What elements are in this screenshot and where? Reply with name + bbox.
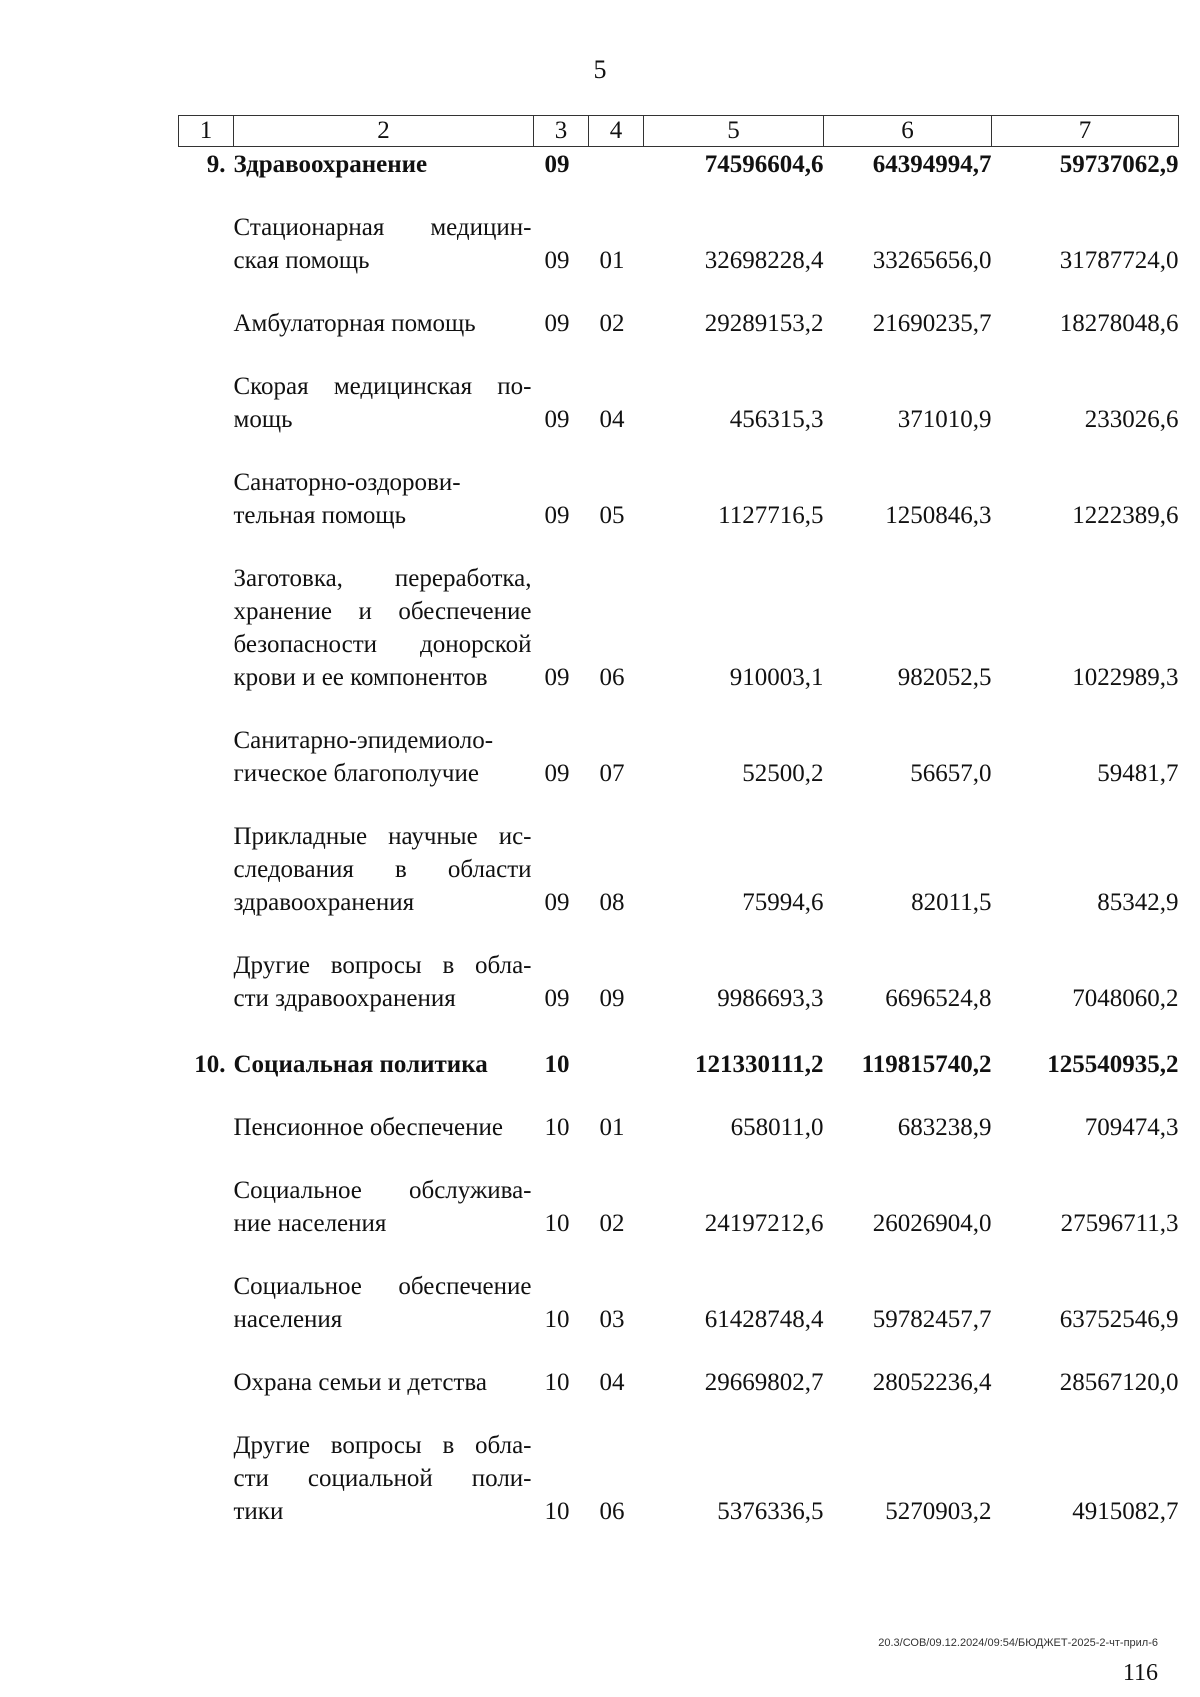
- row-code: 10: [544, 1498, 570, 1525]
- header-col-3: 3: [534, 116, 589, 147]
- row-name-line: гическое благополучие: [233, 760, 479, 787]
- row-value-col6: 56657,0: [910, 760, 992, 787]
- section-name: Здравоохранение: [233, 151, 428, 178]
- row-name: [234, 340, 534, 436]
- row-index: [179, 1336, 234, 1399]
- row-value-col6: 59782457,7: [872, 1306, 992, 1333]
- section-name: Социальная политика: [233, 1051, 488, 1078]
- section-value-col6: 119815740,2: [861, 1051, 992, 1078]
- header-col-7: 7: [992, 116, 1179, 147]
- row-name-line: Амбулаторная помощь: [233, 310, 476, 337]
- row-name-line: Охрана семьи и детства: [233, 1369, 487, 1396]
- row-value-col6: 1250846,3: [885, 502, 992, 529]
- row-index: [179, 1081, 234, 1144]
- row-name: [234, 694, 534, 790]
- row-name-line: Пенсионное обеспечение: [233, 1114, 503, 1141]
- row-value-col5: 910003,1: [729, 664, 824, 691]
- section-value-col5: 74596604,6: [704, 151, 824, 178]
- row-value-col6: 6696524,8: [885, 985, 992, 1012]
- row-value-col6: 21690235,7: [872, 310, 992, 337]
- row-value-col7: 28567120,0: [1059, 1369, 1179, 1396]
- section-row: [179, 1015, 1179, 1081]
- row-value-col5: 29669802,7: [704, 1369, 824, 1396]
- row-name-line: безопасности донорской: [233, 631, 532, 658]
- row-index: [179, 790, 234, 919]
- row-value-col7: 4915082,7: [1072, 1498, 1179, 1525]
- table-row: [179, 1399, 1179, 1528]
- row-value-col6: 683238,9: [897, 1114, 992, 1141]
- row-value-col5: 75994,6: [742, 889, 824, 916]
- row-name: [234, 532, 534, 694]
- row-code: 09: [544, 406, 570, 433]
- row-value-col5: 61428748,4: [704, 1306, 824, 1333]
- row-name-line: тельная помощь: [233, 502, 406, 529]
- section-index: 9.: [206, 151, 226, 178]
- section-value-col6: 64394994,7: [872, 151, 992, 178]
- row-subcode: 02: [599, 310, 625, 337]
- row-value-col6: 82011,5: [911, 889, 992, 916]
- table-row: [179, 790, 1179, 919]
- section-subcode: [589, 1015, 644, 1081]
- row-subcode: 04: [599, 1369, 625, 1396]
- row-name-line: ская помощь: [233, 247, 370, 274]
- section-index: 10.: [194, 1051, 226, 1078]
- row-subcode: 09: [599, 985, 625, 1012]
- row-index: [179, 1144, 234, 1240]
- header-row: [179, 116, 1179, 147]
- table-row: [179, 436, 1179, 532]
- table-row: [179, 1081, 1179, 1144]
- row-name: [234, 1144, 534, 1240]
- row-code: 10: [544, 1210, 570, 1237]
- row-subcode: 04: [599, 406, 625, 433]
- row-index: [179, 340, 234, 436]
- row-name-line: следования в области: [233, 856, 532, 883]
- row-code: 09: [544, 247, 570, 274]
- row-subcode: 05: [599, 502, 625, 529]
- row-value-col7: 63752546,9: [1059, 1306, 1179, 1333]
- row-index: [179, 181, 234, 277]
- row-value-col5: 24197212,6: [704, 1210, 824, 1237]
- row-name: [234, 919, 534, 1015]
- row-value-col6: 33265656,0: [872, 247, 992, 274]
- header-col-5: 5: [644, 116, 824, 147]
- row-subcode: 08: [599, 889, 625, 916]
- row-index: [179, 532, 234, 694]
- row-subcode: 06: [599, 664, 625, 691]
- row-value-col5: 9986693,3: [717, 985, 824, 1012]
- document-stamp: 20.3/СОВ/09.12.2024/09:54/БЮДЖЕТ-2025-2-чт-прил-6: [878, 1637, 1158, 1649]
- row-code: 09: [544, 664, 570, 691]
- table-row: [179, 181, 1179, 277]
- row-subcode: 01: [599, 1114, 625, 1141]
- row-subcode: 07: [599, 760, 625, 787]
- table-body: [179, 147, 1179, 1529]
- row-name-line: ние населения: [233, 1210, 387, 1237]
- row-value-col5: 5376336,5: [717, 1498, 824, 1525]
- row-index: [179, 436, 234, 532]
- row-name-line: населения: [233, 1306, 343, 1333]
- row-index: [179, 277, 234, 340]
- row-value-col5: 658011,0: [730, 1114, 824, 1141]
- row-code: 09: [544, 889, 570, 916]
- row-value-col7: 1022989,3: [1072, 664, 1179, 691]
- table-row: [179, 532, 1179, 694]
- row-subcode: 02: [599, 1210, 625, 1237]
- section-subcode: [589, 147, 644, 182]
- row-code: 10: [544, 1369, 570, 1396]
- row-name-line: Санитарно-эпидемиоло-: [233, 727, 494, 754]
- row-name: [234, 277, 534, 340]
- row-name-line: здравоохранения: [233, 889, 415, 916]
- row-index: [179, 1240, 234, 1336]
- table-row: [179, 340, 1179, 436]
- row-index: [179, 1399, 234, 1528]
- row-name-line: Другие вопросы в обла-: [233, 952, 532, 979]
- row-subcode: 06: [599, 1498, 625, 1525]
- row-code: 09: [544, 760, 570, 787]
- row-name-line: Санаторно-оздорови-: [233, 469, 461, 496]
- row-value-col6: 26026904,0: [872, 1210, 992, 1237]
- row-value-col5: 52500,2: [742, 760, 824, 787]
- row-value-col6: 371010,9: [897, 406, 992, 433]
- section-value-col7: 125540935,2: [1047, 1051, 1179, 1078]
- section-value-col7: 59737062,9: [1059, 151, 1179, 178]
- row-subcode: 03: [599, 1306, 625, 1333]
- row-name: [234, 1399, 534, 1528]
- row-value-col6: 982052,5: [897, 664, 992, 691]
- row-name-line: Заготовка, переработка,: [233, 565, 532, 592]
- table-row: [179, 919, 1179, 1015]
- row-index: [179, 919, 234, 1015]
- row-name: [234, 1336, 534, 1399]
- table-row: [179, 277, 1179, 340]
- row-value-col7: 233026,6: [1084, 406, 1179, 433]
- row-code: 09: [544, 310, 570, 337]
- row-name: [234, 1240, 534, 1336]
- row-name-line: тики: [233, 1498, 284, 1525]
- row-name: [234, 1081, 534, 1144]
- row-code: 09: [544, 502, 570, 529]
- row-name-line: хранение и обеспечение: [233, 598, 532, 625]
- row-index: [179, 694, 234, 790]
- row-name-line: Скорая медицинская по-: [233, 373, 532, 400]
- row-value-col5: 1127716,5: [718, 502, 824, 529]
- section-code: 09: [544, 151, 570, 178]
- row-value-col5: 456315,3: [729, 406, 824, 433]
- row-value-col6: 5270903,2: [885, 1498, 992, 1525]
- row-value-col7: 85342,9: [1097, 889, 1179, 916]
- table-row: [179, 1240, 1179, 1336]
- row-name-line: сти социальной поли-: [233, 1465, 532, 1492]
- row-value-col7: 27596711,3: [1060, 1210, 1179, 1237]
- budget-table: [178, 115, 1179, 1528]
- row-name: [234, 436, 534, 532]
- row-value-col7: 59481,7: [1097, 760, 1179, 787]
- row-subcode: 01: [599, 247, 625, 274]
- row-name-line: Другие вопросы в обла-: [233, 1432, 532, 1459]
- row-value-col7: 18278048,6: [1059, 310, 1179, 337]
- row-name-line: Прикладные научные ис-: [233, 823, 532, 850]
- header-col-2: 2: [234, 116, 534, 147]
- section-code: 10: [544, 1051, 570, 1078]
- row-name-line: Стационарная медицин-: [233, 214, 532, 241]
- header-col-1: 1: [179, 116, 234, 147]
- row-name-line: крови и ее компонентов: [233, 664, 488, 691]
- row-value-col6: 28052236,4: [872, 1369, 992, 1396]
- table-row: [179, 1144, 1179, 1240]
- row-name-line: Социальное обеспечение: [233, 1273, 532, 1300]
- row-name-line: сти здравоохранения: [233, 985, 456, 1012]
- header-col-4: 4: [589, 116, 644, 147]
- row-name-line: Социальное обслужива-: [233, 1177, 532, 1204]
- row-name: [234, 790, 534, 919]
- table-row: [179, 1336, 1179, 1399]
- header-col-6: 6: [824, 116, 992, 147]
- row-value-col7: 1222389,6: [1072, 502, 1179, 529]
- row-value-col7: 7048060,2: [1072, 985, 1179, 1012]
- table-row: [179, 694, 1179, 790]
- row-code: 10: [544, 1306, 570, 1333]
- row-value-col5: 29289153,2: [704, 310, 824, 337]
- row-name-line: мощь: [233, 406, 293, 433]
- row-code: 09: [544, 985, 570, 1012]
- row-value-col5: 32698228,4: [704, 247, 824, 274]
- sheet-number: 116: [1122, 1660, 1158, 1686]
- row-value-col7: 31787724,0: [1059, 247, 1179, 274]
- section-value-col5: 121330111,2: [695, 1051, 824, 1078]
- row-name: [234, 181, 534, 277]
- row-value-col7: 709474,3: [1084, 1114, 1179, 1141]
- section-row: [179, 147, 1179, 182]
- row-code: 10: [544, 1114, 570, 1141]
- page-number: 5: [593, 55, 607, 84]
